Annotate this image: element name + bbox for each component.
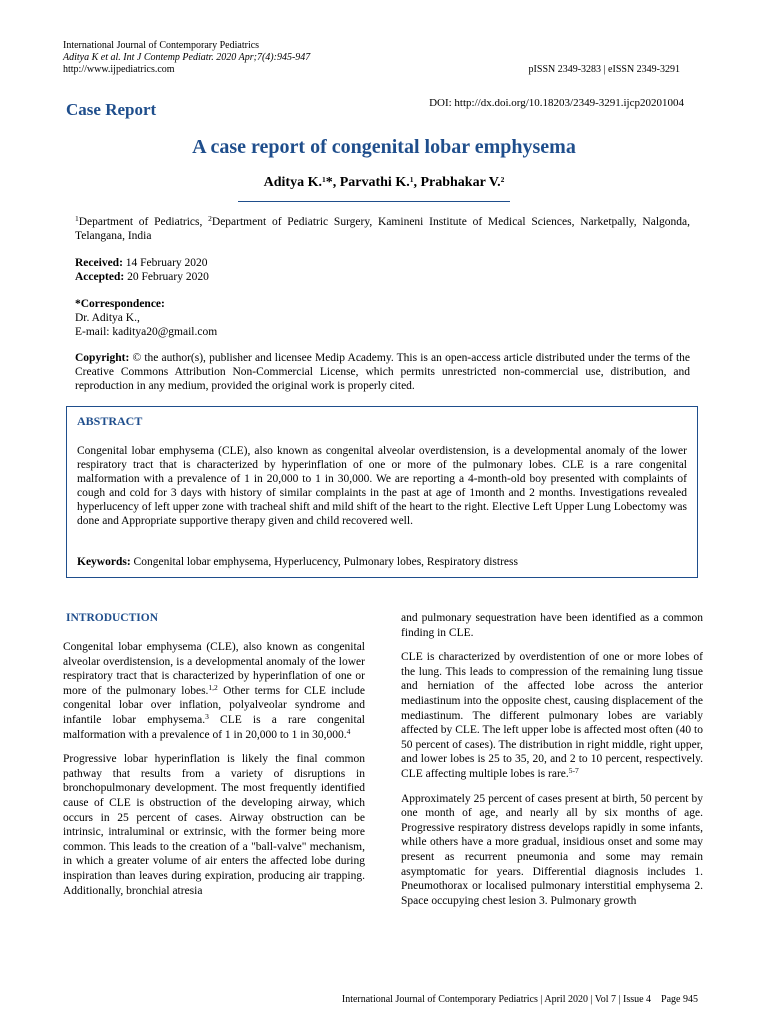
author-affiliation-mark: 1 <box>409 175 414 184</box>
author-name: Parvathi K. <box>339 175 410 190</box>
author-name: Aditya K. <box>263 175 322 190</box>
paragraph: and pulmonary sequestration have been identified as a common finding in CLE. <box>401 612 703 639</box>
keywords-text: Congenital lobar emphysema, Hyperlucency, Pulmonary lobes, Respiratory distress <box>130 556 518 568</box>
accepted-date <box>75 270 690 284</box>
affiliation <box>75 215 690 243</box>
copyright-label: Copyright: <box>75 352 130 364</box>
accepted-label: Accepted: <box>75 271 125 283</box>
paragraph: Progressive lobar hyperinflation is likely the final common pathway that results from a variety of disruptions in bronchopulmonary development. The most frequently identified cause of CLE is obstruction of the developing airway, which occurs in 25 percent of cases. Airway obstruction can be intrinsic, intraluminal or extrinsic, with the former being more common. This leads to the creation of a "ball-valve" mechanism, in which a greater volume of air enters the affected lobe during inspiration than leaves during expiration, producing air trapping. Additionally, bronchial atresia <box>63 753 365 897</box>
affiliation-mark: 1 <box>75 214 79 223</box>
received-value: 14 February 2020 <box>122 257 208 269</box>
correspondent-name: Dr. Aditya K., <box>75 312 140 324</box>
journal-name: International Journal of Contemporary Pediatrics <box>63 40 260 51</box>
paragraph-text: CLE is a rare congenital malformation with a prevalence of 1 in 20,000 to 1 in 30,000. <box>63 713 365 741</box>
paragraph-text: CLE is characterized by overdistention of one or more lobes of the lung. This leads to compression of the remaining lung tissue and herniation of the affected lobe across the anterior mediastinum into the opposite chest, causing displacement of the mediastinum. The different pulmonary lobes are variably affected by CLE. The left upper lobe is affected most often (40 to 50 percent of cases). The distribution in right middle, right upper, and lower lobes is 25 to 35, 20, and 2 to 10 percent, respectively. CLE affecting multiple lobes is rare. <box>401 651 703 780</box>
issn: pISSN 2349-3283 | eISSN 2349-3291 <box>528 64 680 75</box>
author-separator: *, <box>325 175 340 190</box>
citation-mark[interactable]: 1,2 <box>208 682 218 692</box>
article-type: Case Report <box>66 100 157 119</box>
copyright-text: © the author(s), publisher and licensee Medip Academy. This is an open-access article distributed under the terms of the Creative Commons Attribution Non-Commercial License, which permits unrestricted non-commercial use, distribution, and reproduction in any medium, provided the original work is properly cited. <box>75 352 690 392</box>
keywords-label: Keywords: <box>77 556 131 568</box>
citation-mark[interactable]: 4 <box>346 726 351 736</box>
article-dates <box>75 256 690 284</box>
correspondent-email[interactable]: E-mail: kaditya20@gmail.com <box>75 326 218 338</box>
affiliation-mark: 2 <box>208 214 212 223</box>
doi-link[interactable]: DOI: http://dx.doi.org/10.18203/2349-3291.ijcp20201004 <box>429 97 684 109</box>
abstract-text: Congenital lobar emphysema (CLE), also known as congenital alveolar overdistension, is a developmental anomaly of the lower respiratory tract that is characterized by hyperinflation of one or more of the pulmonary lobes. CLE is a rare congenital malformation with a prevalence of 1 in 20,000 to 1 in 30,000. We are reporting a 4-month-old boy presented with complaints of cough and cold for 3 days with history of similar complaints in the past at age of 1month and 2 months. Investigations revealed hyperlucency of left upper zone with tracheal shift and mild shift of the heart to the right. Elective Left Upper Lung Lobectomy was done and Appropriate supportive therapy given and child recovered well. <box>77 445 687 527</box>
abstract-heading: ABSTRACT <box>77 414 143 428</box>
accepted-value: 20 February 2020 <box>124 271 209 283</box>
introduction-heading: INTRODUCTION <box>66 612 159 624</box>
page-footer: International Journal of Contemporary Pediatrics | April 2020 | Vol 7 | Issue 4 Page 945 <box>341 994 698 1005</box>
citation: Aditya K et al. Int J Contemp Pediatr. 2020 Apr;7(4):945-947 <box>63 52 311 63</box>
affiliation-text: Department of Pediatric Surgery, Kamineni Institute of Medical Sciences, Narketpally, Nalgonda, Telangana, India <box>75 216 690 242</box>
paragraph-text: Other terms for CLE include congenital lobar over inflation, polyalveolar syndrome and infantile lobar emphysema. <box>63 684 365 726</box>
right-column <box>401 611 703 918</box>
paragraph <box>401 650 703 781</box>
article-title: A case report of congenital lobar emphysema <box>192 136 576 158</box>
affiliation-text: Department of Pediatrics, <box>78 216 209 228</box>
keywords <box>77 555 687 569</box>
paragraph: Approximately 25 percent of cases present at birth, 50 percent by one month of age, and nearly all by six months of age. Progressive respiratory distress develops rapidly in some infants, while others have a more gradual, insidious onset and some may present as recurrent pneumonia and some may remain asymptomatic for years. Differential diagnosis includes 1. Pneumothorax or localised pulmonary interstitial emphysema 2. Space occupying chest lesion 3. Pulmonary growth <box>401 792 703 907</box>
paragraph <box>63 640 365 742</box>
author-separator: , <box>413 175 421 190</box>
citation-mark[interactable]: 5-7 <box>568 765 579 775</box>
title-divider <box>238 201 510 202</box>
author-list <box>0 175 768 191</box>
paragraph-text: Congenital lobar emphysema (CLE), also known as congenital alveolar overdistension, is a developmental anomaly of the lower respiratory tract that is characterized by hyperinflation of one or more of the pulmonary lobes. <box>63 641 365 697</box>
received-label: Received: <box>75 257 123 269</box>
copyright-notice <box>75 351 690 393</box>
citation-mark[interactable]: 3 <box>205 711 209 721</box>
author-affiliation-mark: 2 <box>500 175 505 184</box>
received-date <box>75 256 690 270</box>
author-name: Prabhakar V. <box>420 175 501 190</box>
journal-url[interactable]: http://www.ijpediatrics.com <box>63 64 175 75</box>
correspondence-label: *Correspondence: <box>75 298 165 310</box>
correspondence <box>75 297 690 339</box>
left-column <box>63 640 365 908</box>
author-affiliation-mark: 1 <box>321 175 326 184</box>
